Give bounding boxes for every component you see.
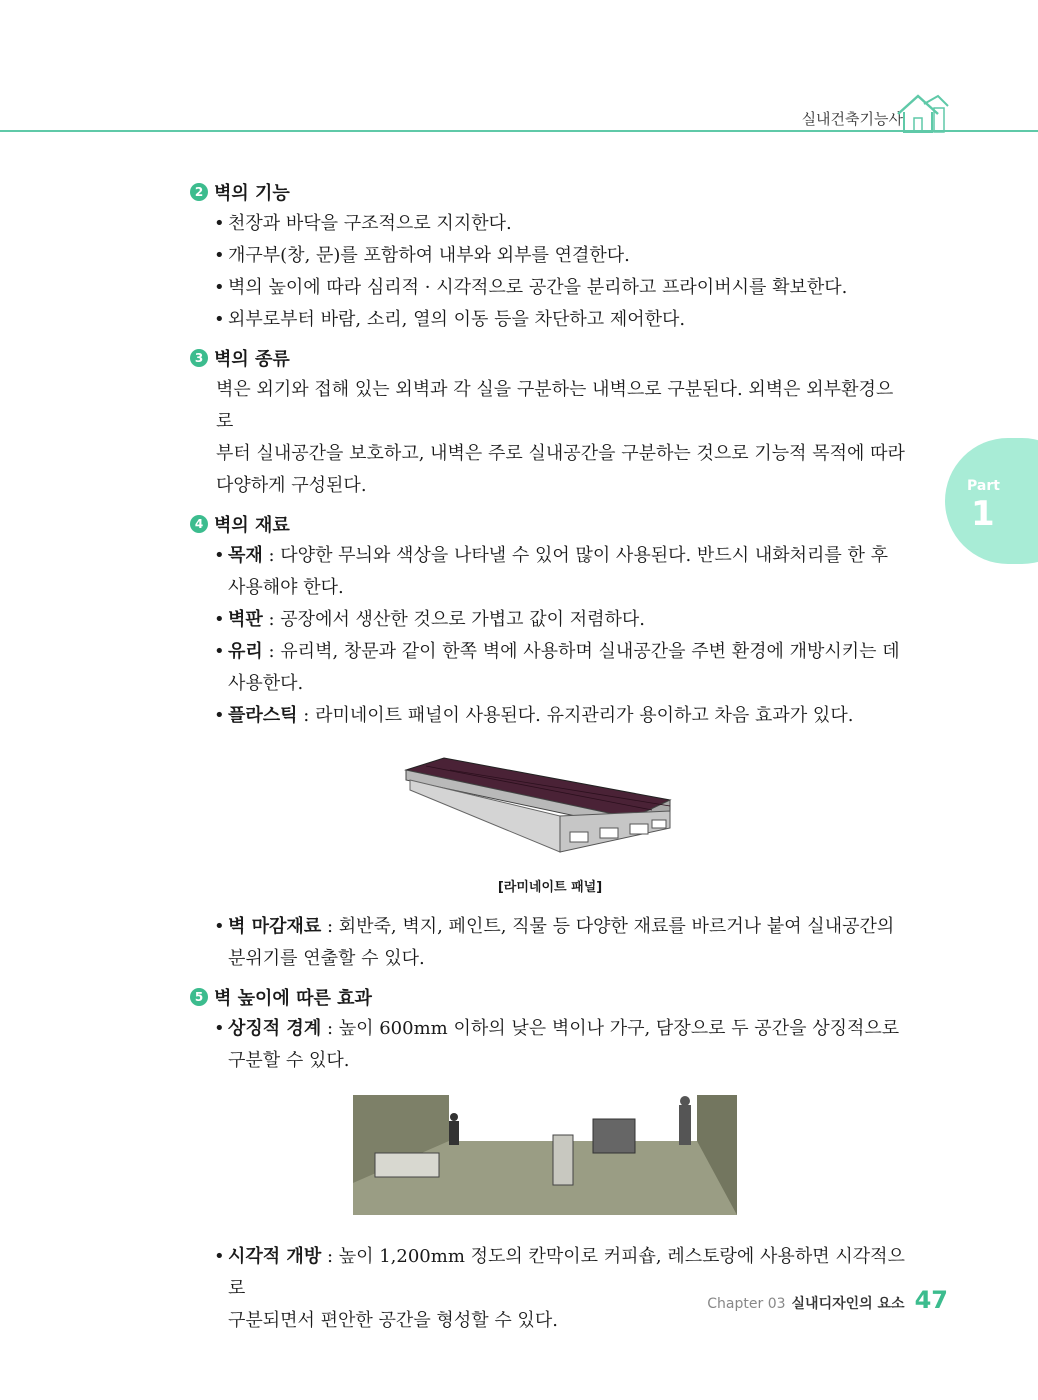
part-label: Part [967,478,1000,494]
section-number: 2 [190,183,208,201]
page-number: 47 [914,1286,948,1314]
term: 벽판 [228,609,263,630]
term: 시각적 개방 [228,1246,322,1267]
section-heading [190,508,910,540]
term: 상징적 경계 [228,1018,322,1039]
section-heading [190,176,910,208]
laminate-panel-illustration [190,748,910,866]
list-item: • 유리 : 유리벽, 창문과 같이 한쪽 벽에 사용하며 실내공간을 주변 환경에 개방시키는 데 [214,641,900,662]
page-footer [707,1286,948,1314]
paragraph-line: 벽은 외기와 접해 있는 외벽과 각 실을 구분하는 내벽으로 구분된다. 외벽은 외부환경으로 [216,379,894,432]
book-title: 실내건축기능사 [801,110,903,128]
term: 벽 마감재료 [228,916,322,937]
room-partition-illustration [353,1095,737,1215]
paragraph-line: 부터 실내공간을 보호하고, 내벽은 주로 실내공간을 구분하는 것으로 기능적 목적에 따라 [216,443,905,464]
section-number: 4 [190,515,208,533]
section-number: 3 [190,349,208,367]
house-logo-icon [894,92,950,134]
list-item-continuation: 사용해야 한다. [228,577,344,598]
figure-caption: [라미네이트 패널] [497,880,603,895]
chapter-title: 실내디자인의 요소 [791,1296,905,1312]
list-item: • 상징적 경계 : 높이 600mm 이하의 낮은 벽이나 가구, 담장으로 두 공간을 상징적으로 [214,1018,900,1039]
list-item: • 벽의 높이에 따라 심리적 · 시각적으로 공간을 분리하고 프라이버시를 확보한다. [214,277,848,298]
list-item: • 개구부(창, 문)를 포함하여 내부와 외부를 연결한다. [214,245,630,266]
list-item-continuation: 사용한다. [228,673,304,694]
section-title: 벽의 재료 [214,515,290,536]
list-item-continuation: 구분되면서 편안한 공간을 형성할 수 있다. [228,1310,558,1331]
list-item: • 벽 마감재료 : 회반죽, 벽지, 페인트, 직물 등 다양한 재료를 바르거나 붙여 실내공간의 [214,916,895,937]
list-item: • 외부로부터 바람, 소리, 열의 이동 등을 차단하고 제어한다. [214,309,686,330]
main-content [190,170,910,1337]
list-item: • 벽판 : 공장에서 생산한 것으로 가볍고 값이 저렴하다. [214,609,645,630]
part-number: 1 [971,494,995,534]
term: 플라스틱 [228,705,298,726]
section-heading [190,342,910,374]
term: 목재 [228,545,263,566]
list-item-continuation: 구분할 수 있다. [228,1050,350,1071]
section-number: 5 [190,988,208,1006]
term: 유리 [228,641,263,662]
list-item-continuation: 분위기를 연출할 수 있다. [228,948,425,969]
section-heading [190,981,910,1013]
list-item: • 천장과 바닥을 구조적으로 지지한다. [214,213,512,234]
chapter-label: Chapter 03 [707,1296,786,1312]
laminate-panel-figure [190,748,910,866]
paragraph-line: 다양하게 구성된다. [216,475,367,496]
list-item: • 플라스틱 : 라미네이트 패널이 사용된다. 유지관리가 용이하고 차음 효과가 있다. [214,705,854,726]
list-item: • 시각적 개방 : 높이 1,200mm 정도의 칸막이로 커피숍, 레스토랑에 사용하면 시각적으로 [214,1246,905,1299]
section-title: 벽의 기능 [214,183,290,204]
section-title: 벽 높이에 따른 효과 [214,988,372,1009]
header-rule [0,130,1038,132]
list-item: • 목재 : 다양한 무늬와 색상을 나타낼 수 있어 많이 사용된다. 반드시 내화처리를 한 후 [214,545,888,566]
section-title: 벽의 종류 [214,349,290,370]
